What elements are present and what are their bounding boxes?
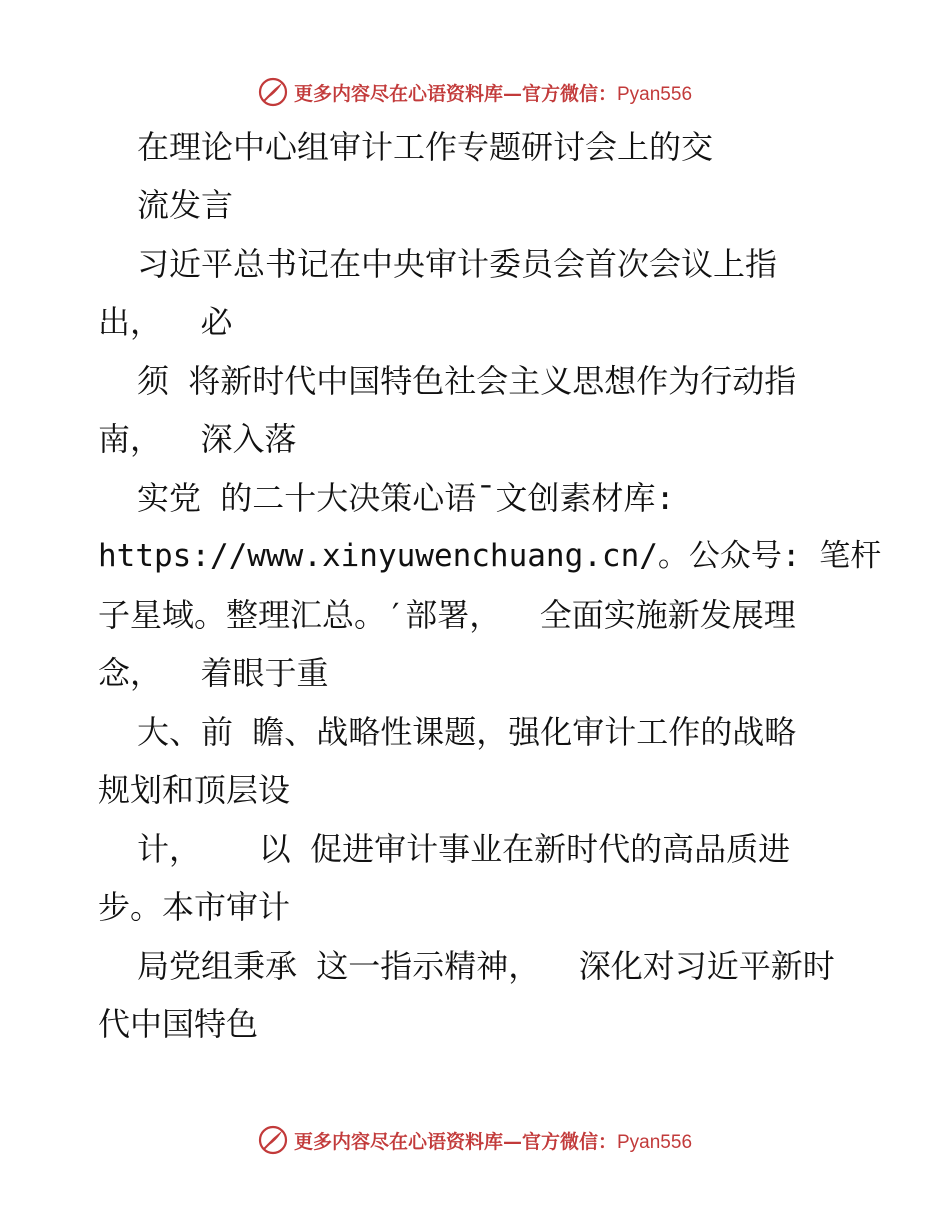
text-line: 习近平总书记在中央审计委员会首次会议上指 — [137, 245, 778, 283]
quill-pen-logo-icon — [258, 77, 288, 107]
text-line: 须 将新时代中国特色社会主义思想作为行动指 — [137, 362, 797, 400]
watermark-text: 更多内容尽在心语资料库—官方微信：Pyan556 — [293, 1130, 693, 1153]
quill-pen-logo-icon — [258, 1125, 288, 1155]
text-line-url: https://www.xinyuwenchuang.cn/。公众号: 笔杆 — [98, 538, 882, 574]
header-watermark — [0, 72, 950, 112]
text-line: 出， 必 — [98, 303, 233, 341]
text-line: 代中国特色 — [98, 1005, 259, 1043]
text-line: 念， 着眼于重 — [98, 654, 329, 692]
text-line: 流发言 — [137, 186, 234, 224]
text-line: 大、前 瞻、战略性课题，强化审计工作的战略 — [137, 713, 797, 751]
footer-watermark — [0, 1120, 950, 1160]
text-line: 局党组秉承 这一指示精神， 深化对习近平新时 — [137, 947, 835, 985]
text-line: 子星域。整理汇总。′部署， 全面实施新发展理 — [98, 596, 796, 634]
text-line: 规划和顶层设 — [98, 771, 291, 809]
text-line: 步。本市审计 — [98, 888, 291, 926]
wechat-id: Pyan556 — [617, 83, 693, 105]
text-line: 实党 的二十大决策心语¯文创素材库: — [137, 479, 675, 517]
text-line: 计， 以 促进审计事业在新时代的高品质进 — [137, 830, 791, 868]
text-line: 在理论中心组审计工作专题研讨会上的交 — [137, 128, 714, 166]
watermark-text: 更多内容尽在心语资料库—官方微信：Pyan556 — [293, 82, 693, 105]
text-line: 南， 深入落 — [98, 420, 297, 458]
wechat-id: Pyan556 — [617, 1131, 693, 1153]
